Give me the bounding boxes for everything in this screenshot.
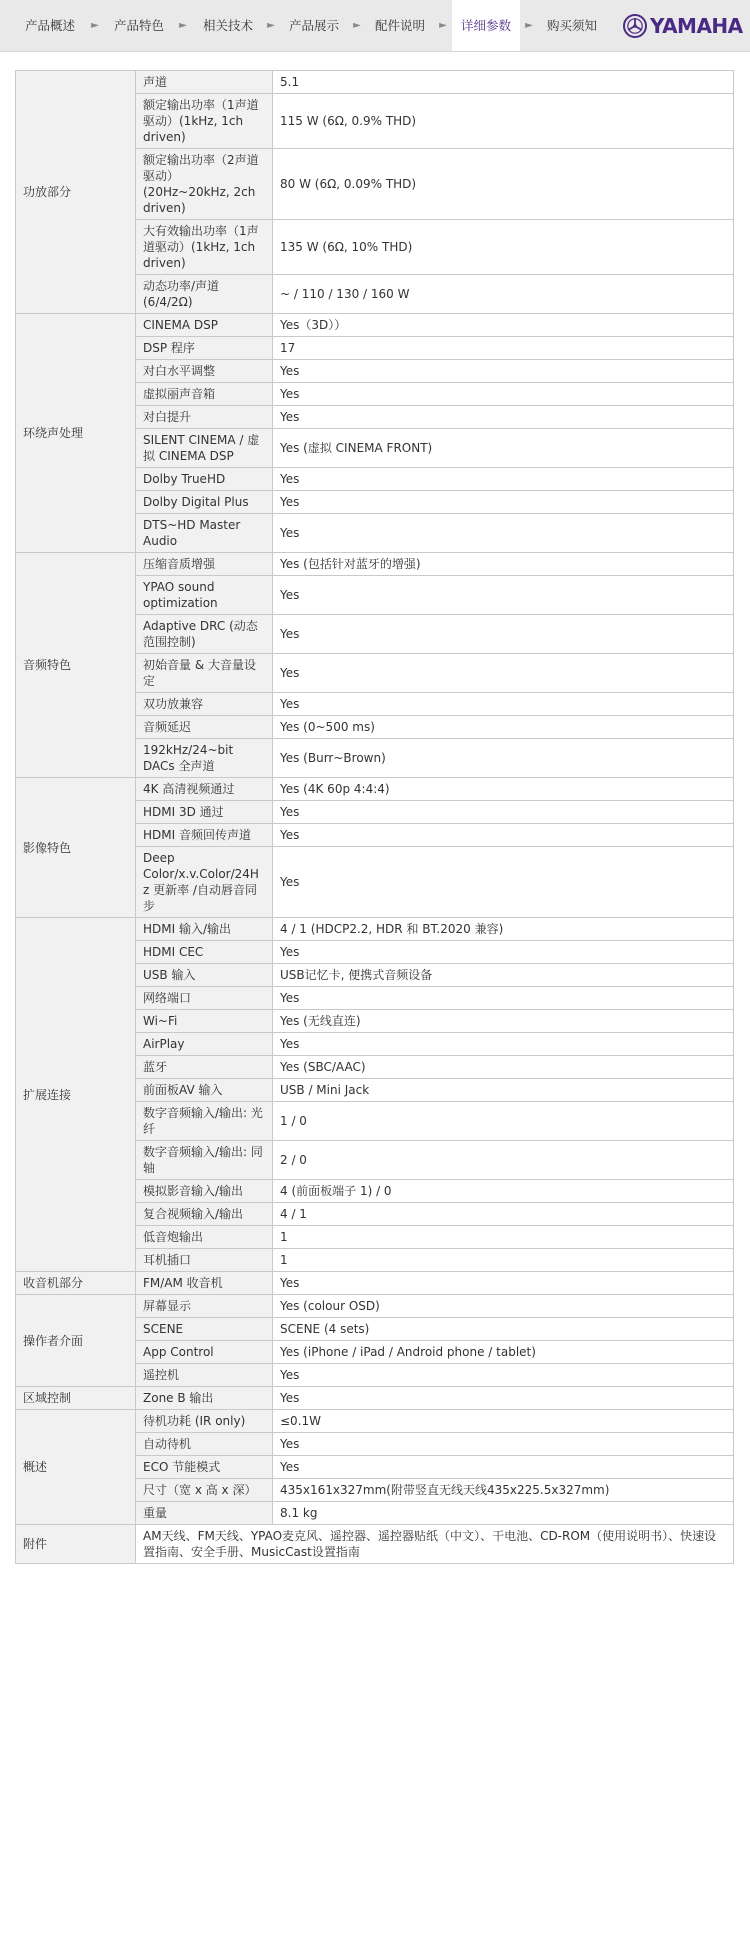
spec-value: Yes <box>273 1272 734 1295</box>
spec-value: Yes (colour OSD) <box>273 1295 734 1318</box>
spec-label: DTS~HD Master Audio <box>136 514 273 553</box>
spec-label: HDMI CEC <box>136 941 273 964</box>
spec-label: 重量 <box>136 1502 273 1525</box>
spec-value: Yes (包括针对蓝牙的增强) <box>273 553 734 576</box>
spec-value: Yes (虚拟 CINEMA FRONT) <box>273 429 734 468</box>
spec-value: Yes <box>273 824 734 847</box>
spec-label: FM/AM 收音机 <box>136 1272 273 1295</box>
tab-overview[interactable]: 产品概述 <box>24 18 75 33</box>
spec-value: Yes（3D）） <box>273 314 734 337</box>
spec-label: 大有效输出功率（1声道驱动）(1kHz, 1ch driven) <box>136 220 273 275</box>
spec-value: Yes <box>273 1033 734 1056</box>
spec-value: Yes <box>273 468 734 491</box>
spec-row-accessories <box>16 1525 734 1564</box>
spec-category: 功放部分 <box>16 71 136 314</box>
spec-value-accessories: AM天线、FM天线、YPAO麦克风、遥控器、遥控器贴纸（中文）、干电池、CD-ROM（使用说明书）、快速设置指南、安全手册、MusicCast设置指南 <box>136 1525 734 1564</box>
spec-value: Yes <box>273 847 734 918</box>
spec-row <box>16 1272 734 1295</box>
spec-label: 额定输出功率（1声道驱动）(1kHz, 1ch driven) <box>136 94 273 149</box>
spec-value: Yes (4K 60p 4:4:4) <box>273 778 734 801</box>
spec-value: Yes <box>273 491 734 514</box>
spec-value: Yes <box>273 576 734 615</box>
chevron-right-icon: ► <box>525 20 533 31</box>
spec-value: Yes (Burr~Brown) <box>273 739 734 778</box>
spec-label: DSP 程序 <box>136 337 273 360</box>
spec-label: 额定输出功率（2声道驱动）(20Hz~20kHz, 2ch driven) <box>136 149 273 220</box>
brand-wordmark: YAMAHA <box>650 14 743 38</box>
spec-category: 区域控制 <box>16 1387 136 1410</box>
spec-value: 1 / 0 <box>273 1102 734 1141</box>
specifications-table <box>15 70 734 1564</box>
spec-category: 附件 <box>16 1525 136 1564</box>
spec-label: HDMI 输入/输出 <box>136 918 273 941</box>
spec-label: Dolby TrueHD <box>136 468 273 491</box>
spec-category: 扩展连接 <box>16 918 136 1272</box>
spec-label: 虚拟丽声音箱 <box>136 383 273 406</box>
spec-value: Yes <box>273 1456 734 1479</box>
spec-value: Yes <box>273 654 734 693</box>
tab-accessories[interactable]: 配件说明 <box>374 18 425 33</box>
spec-value: Yes (iPhone / iPad / Android phone / tablet) <box>273 1341 734 1364</box>
spec-value: Yes <box>273 360 734 383</box>
spec-value: Yes <box>273 615 734 654</box>
yamaha-logo[interactable] <box>623 12 743 40</box>
tab-features[interactable]: 产品特色 <box>113 18 164 33</box>
spec-row <box>16 1295 734 1318</box>
spec-label: 耳机插口 <box>136 1249 273 1272</box>
spec-row <box>16 1410 734 1433</box>
spec-label: SCENE <box>136 1318 273 1341</box>
spec-row <box>16 918 734 941</box>
spec-value: Yes <box>273 1433 734 1456</box>
spec-value: SCENE (4 sets) <box>273 1318 734 1341</box>
spec-label: 网络端口 <box>136 987 273 1010</box>
spec-label: Adaptive DRC (动态范围控制) <box>136 615 273 654</box>
spec-value: Yes <box>273 406 734 429</box>
spec-value: 115 W (6Ω, 0.9% THD) <box>273 94 734 149</box>
spec-value: Yes <box>273 801 734 824</box>
spec-label: AirPlay <box>136 1033 273 1056</box>
spec-value: 80 W (6Ω, 0.09% THD) <box>273 149 734 220</box>
spec-label: 音频延迟 <box>136 716 273 739</box>
spec-value: 1 <box>273 1249 734 1272</box>
chevron-right-icon: ► <box>439 20 447 31</box>
spec-value: Yes <box>273 987 734 1010</box>
spec-label: 前面板AV 输入 <box>136 1079 273 1102</box>
top-navigation <box>0 0 750 52</box>
spec-label: 对白水平调整 <box>136 360 273 383</box>
spec-label: Dolby Digital Plus <box>136 491 273 514</box>
spec-category: 概述 <box>16 1410 136 1525</box>
spec-label: 自动待机 <box>136 1433 273 1456</box>
spec-category: 影像特色 <box>16 778 136 918</box>
spec-label: SILENT CINEMA / 虚拟 CINEMA DSP <box>136 429 273 468</box>
spec-label: HDMI 3D 通过 <box>136 801 273 824</box>
spec-label: 动态功率/声道 (6/4/2Ω) <box>136 275 273 314</box>
chevron-right-icon: ► <box>179 20 187 31</box>
spec-value: ≤0.1W <box>273 1410 734 1433</box>
chevron-right-icon: ► <box>91 20 99 31</box>
tab-specifications[interactable]: 详细参数 <box>452 0 520 51</box>
spec-value: Yes <box>273 383 734 406</box>
spec-value: 5.1 <box>273 71 734 94</box>
spec-label: HDMI 音频回传声道 <box>136 824 273 847</box>
spec-label: 低音炮输出 <box>136 1226 273 1249</box>
spec-value: 17 <box>273 337 734 360</box>
spec-label: Wi~Fi <box>136 1010 273 1033</box>
spec-label: 声道 <box>136 71 273 94</box>
spec-value: 8.1 kg <box>273 1502 734 1525</box>
spec-value: Yes (0~500 ms) <box>273 716 734 739</box>
spec-label: USB 输入 <box>136 964 273 987</box>
spec-row <box>16 553 734 576</box>
spec-value: 2 / 0 <box>273 1141 734 1180</box>
spec-label: 复合视频输入/输出 <box>136 1203 273 1226</box>
spec-value: 435x161x327mm(附带竖直无线天线435x225.5x327mm) <box>273 1479 734 1502</box>
spec-row <box>16 778 734 801</box>
spec-label: CINEMA DSP <box>136 314 273 337</box>
spec-value: 1 <box>273 1226 734 1249</box>
tab-technology[interactable]: 相关技术 <box>202 18 253 33</box>
spec-category: 操作者介面 <box>16 1295 136 1387</box>
spec-value: Yes <box>273 693 734 716</box>
spec-category: 音频特色 <box>16 553 136 778</box>
spec-row <box>16 1387 734 1410</box>
spec-category: 环绕声处理 <box>16 314 136 553</box>
spec-value: 4 / 1 (HDCP2.2, HDR 和 BT.2020 兼容) <box>273 918 734 941</box>
spec-label: 对白提升 <box>136 406 273 429</box>
spec-value: USB记忆卡, 便携式音频设备 <box>273 964 734 987</box>
spec-label: 数字音频输入/输出: 光纤 <box>136 1102 273 1141</box>
spec-value: Yes <box>273 1387 734 1410</box>
spec-label: 192kHz/24~bit DACs 全声道 <box>136 739 273 778</box>
tab-gallery[interactable]: 产品展示 <box>288 18 339 33</box>
spec-label: 蓝牙 <box>136 1056 273 1079</box>
spec-label: 4K 高清视频通过 <box>136 778 273 801</box>
spec-value: 4 / 1 <box>273 1203 734 1226</box>
spec-value: Yes (SBC/AAC) <box>273 1056 734 1079</box>
spec-value: USB / Mini Jack <box>273 1079 734 1102</box>
spec-label: 遥控机 <box>136 1364 273 1387</box>
chevron-right-icon: ► <box>353 20 361 31</box>
spec-row <box>16 71 734 94</box>
spec-label: 模拟影音输入/输出 <box>136 1180 273 1203</box>
tab-purchase-notes[interactable]: 购买须知 <box>546 18 597 33</box>
tuning-forks-emblem-icon <box>623 14 647 38</box>
spec-label: 压缩音质增强 <box>136 553 273 576</box>
spec-label: App Control <box>136 1341 273 1364</box>
spec-value: 135 W (6Ω, 10% THD) <box>273 220 734 275</box>
spec-value: Yes (无线直连) <box>273 1010 734 1033</box>
spec-label: 屏幕显示 <box>136 1295 273 1318</box>
spec-label: YPAO sound optimization <box>136 576 273 615</box>
chevron-right-icon: ► <box>267 20 275 31</box>
spec-label: ECO 节能模式 <box>136 1456 273 1479</box>
spec-value: ~ / 110 / 130 / 160 W <box>273 275 734 314</box>
spec-label: 尺寸（宽 x 高 x 深） <box>136 1479 273 1502</box>
spec-label: 待机功耗 (IR only) <box>136 1410 273 1433</box>
spec-label: Zone B 输出 <box>136 1387 273 1410</box>
spec-category: 收音机部分 <box>16 1272 136 1295</box>
spec-row <box>16 314 734 337</box>
spec-value: Yes <box>273 514 734 553</box>
spec-label: 双功放兼容 <box>136 693 273 716</box>
spec-label: Deep Color/x.v.Color/24Hz 更新率 /自动唇音同步 <box>136 847 273 918</box>
spec-label: 初始音量 & 大音量设定 <box>136 654 273 693</box>
spec-value: Yes <box>273 941 734 964</box>
spec-label: 数字音频输入/输出: 同轴 <box>136 1141 273 1180</box>
spec-value: Yes <box>273 1364 734 1387</box>
spec-value: 4 (前面板端子 1) / 0 <box>273 1180 734 1203</box>
